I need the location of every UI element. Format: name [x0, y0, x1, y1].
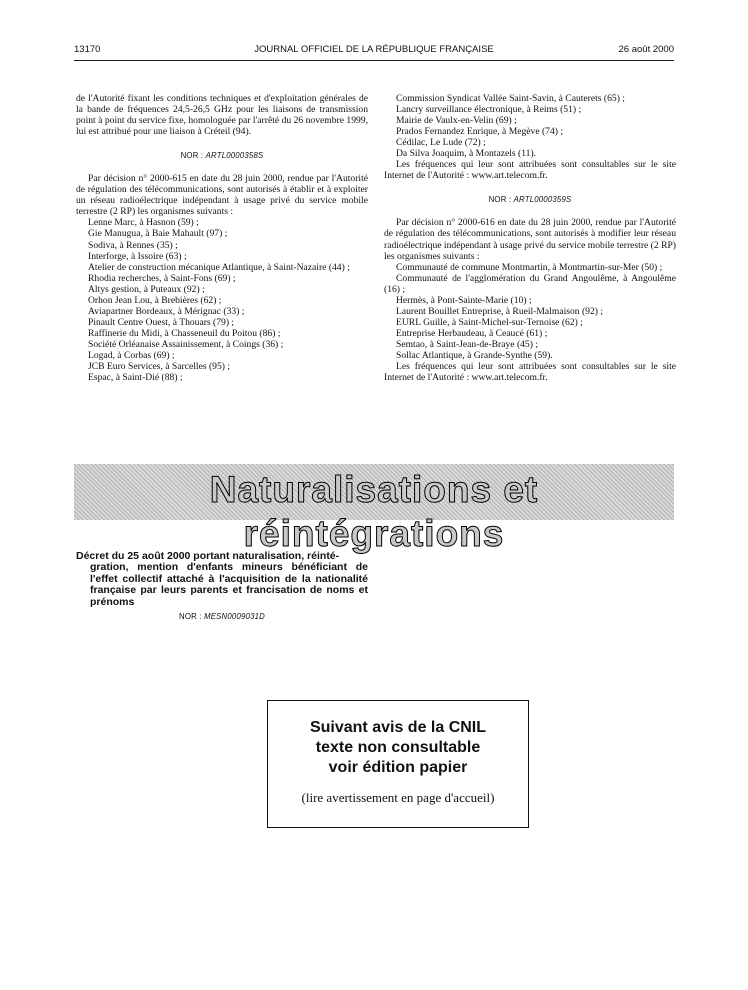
section-title: Naturalisations et réintégrations [209, 469, 539, 554]
journal-title: JOURNAL OFFICIEL DE LA RÉPUBLIQUE FRANÇAISE [254, 44, 494, 55]
left-column [76, 93, 368, 383]
list-item: Espac, à Saint-Dié (88) ; [88, 372, 183, 384]
list-item: Interforge, à Issoire (63) ; [88, 250, 187, 262]
nor-code: ARTL0000358S [205, 151, 264, 161]
list-item: Communauté de commune Montmartin, à Montmartin-sur-Mer (50) ; [396, 261, 663, 273]
nor-label: NOR : [179, 612, 202, 621]
decree-title [76, 551, 368, 608]
list-item: Mairie de Vaulx-en-Velin (69) ; [396, 115, 517, 127]
list-item: Société Orléanaise Assainissement, à Coings (36) ; [88, 338, 284, 350]
nor-label: NOR : [180, 151, 204, 161]
page-number: 13170 [74, 44, 101, 55]
decree-title-first-line: Décret du 25 août 2000 portant naturalisation, réinté- [76, 550, 340, 562]
cnil-notice-line: Suivant avis de la CNIL [309, 719, 487, 736]
header-rule [74, 60, 674, 61]
list-item: Lancry surveillance électronique, à Reims (51) ; [396, 104, 582, 116]
frequencies-note: Les fréquences qui leur sont attribuées sont consultables sur le site Internet de l'Autorité : www.art.telecom.fr. [384, 159, 676, 182]
list-item: Rhodia recherches, à Saint-Fons (69) ; [88, 272, 236, 284]
decision-paragraph: Par décision n° 2000-615 en date du 28 juin 2000, rendue par l'Autorité de régulation des télécommunications, sont autorisés à établir et à exploiter un réseau radioélectrique indépendant à usage privé du service mobile terrestre (2 RP) les organismes suivants : [76, 173, 368, 218]
cnil-notice-note: (lire avertissement en page d'accueil) [301, 790, 495, 805]
list-item: Laurent Bouillet Entreprise, à Rueil-Malmaison (92) ; [396, 305, 604, 317]
list-item: Raffinerie du Midi, à Chasseneuil du Poitou (86) ; [88, 327, 281, 339]
nor-code: MESN0009031D [204, 612, 265, 621]
list-item: Altys gestion, à Puteaux (92) ; [88, 283, 205, 295]
right-column [384, 93, 676, 383]
list-item: Communauté de l'agglomération du Grand Angoulême, à Angoulême (16) ; [384, 272, 676, 295]
list-item: Sollac Atlantique, à Grande-Synthe (59). [396, 349, 553, 361]
list-item: Gie Manugua, à Baie Mahault (97) ; [88, 228, 228, 240]
list-item: Entreprise Herbaudeau, à Ceaucé (61) ; [396, 327, 548, 339]
list-item: Da Silva Joaquim, à Montazels (11). [396, 148, 537, 160]
issue-date: 26 août 2000 [618, 44, 674, 55]
intro-paragraph: de l'Autorité fixant les conditions techniques et d'exploitation générales de la bande de fréquences 24,5-26,5 GHz pour les liaisons de transmission point à point du service fixe, homologuée par l'arrêté du 26 novembre 1999, lui est attribué pour une liaison à Créteil (94). [76, 93, 368, 138]
nor-reference [76, 150, 368, 161]
list-item: Orhon Jean Lou, à Brebières (62) ; [88, 294, 222, 306]
list-item: Atelier de construction mécanique Atlantique, à Saint-Nazaire (44) ; [88, 261, 350, 273]
decree-nor-reference [76, 612, 368, 621]
nor-code: ARTL0000359S [513, 195, 572, 205]
nor-reference [384, 194, 676, 205]
cnil-notice-line: voir édition papier [328, 759, 468, 776]
list-item: Hermès, à Pont-Sainte-Marie (10) ; [396, 294, 532, 306]
list-item: Logad, à Corbas (69) ; [88, 349, 175, 361]
list-item: Pinault Centre Ouest, à Thouars (79) ; [88, 316, 235, 328]
cnil-notice-line: texte non consultable [315, 739, 481, 756]
section-banner [74, 464, 674, 554]
list-item: Aviapartner Bordeaux, à Mérignac (33) ; [88, 305, 245, 317]
list-item: Commission Syndicat Vallée Saint-Savin, à Cauterets (65) ; [396, 93, 625, 104]
nor-label: NOR : [488, 195, 512, 205]
list-item: Prados Fernandez Enrique, à Megève (74) ; [396, 126, 564, 138]
list-item: Semtao, à Saint-Jean-de-Braye (45) ; [396, 338, 538, 350]
list-item: EURL Guille, à Saint-Michel-sur-Ternoise (62) ; [396, 316, 583, 328]
list-item: Sodiva, à Rennes (35) ; [88, 239, 178, 251]
cnil-notice-box [267, 700, 529, 828]
frequencies-note: Les fréquences qui leur sont attribuées sont consultables sur le site Internet de l'Autorité : www.art.telecom.fr. [384, 361, 676, 384]
list-item: Cédilac, Le Lude (72) ; [396, 137, 486, 149]
decree-title-continuation: gration, mention d'enfants mineurs bénéficiant de l'effet collectif attaché à l'acquisition de la nationalité française par leurs parents et francisation de noms et prénoms [90, 561, 368, 608]
page-header [74, 44, 674, 58]
list-item: Lenne Marc, à Hasnon (59) ; [88, 217, 199, 229]
list-item: JCB Euro Services, à Sarcelles (95) ; [88, 361, 231, 373]
decision-paragraph: Par décision n° 2000-616 en date du 28 juin 2000, rendue par l'Autorité de régulation des télécommunications, sont autorisés à modifier leur réseau radioélectrique indépendant à usage privé du service mobile terrestre (2 RP) les organismes suivants : [384, 217, 676, 262]
